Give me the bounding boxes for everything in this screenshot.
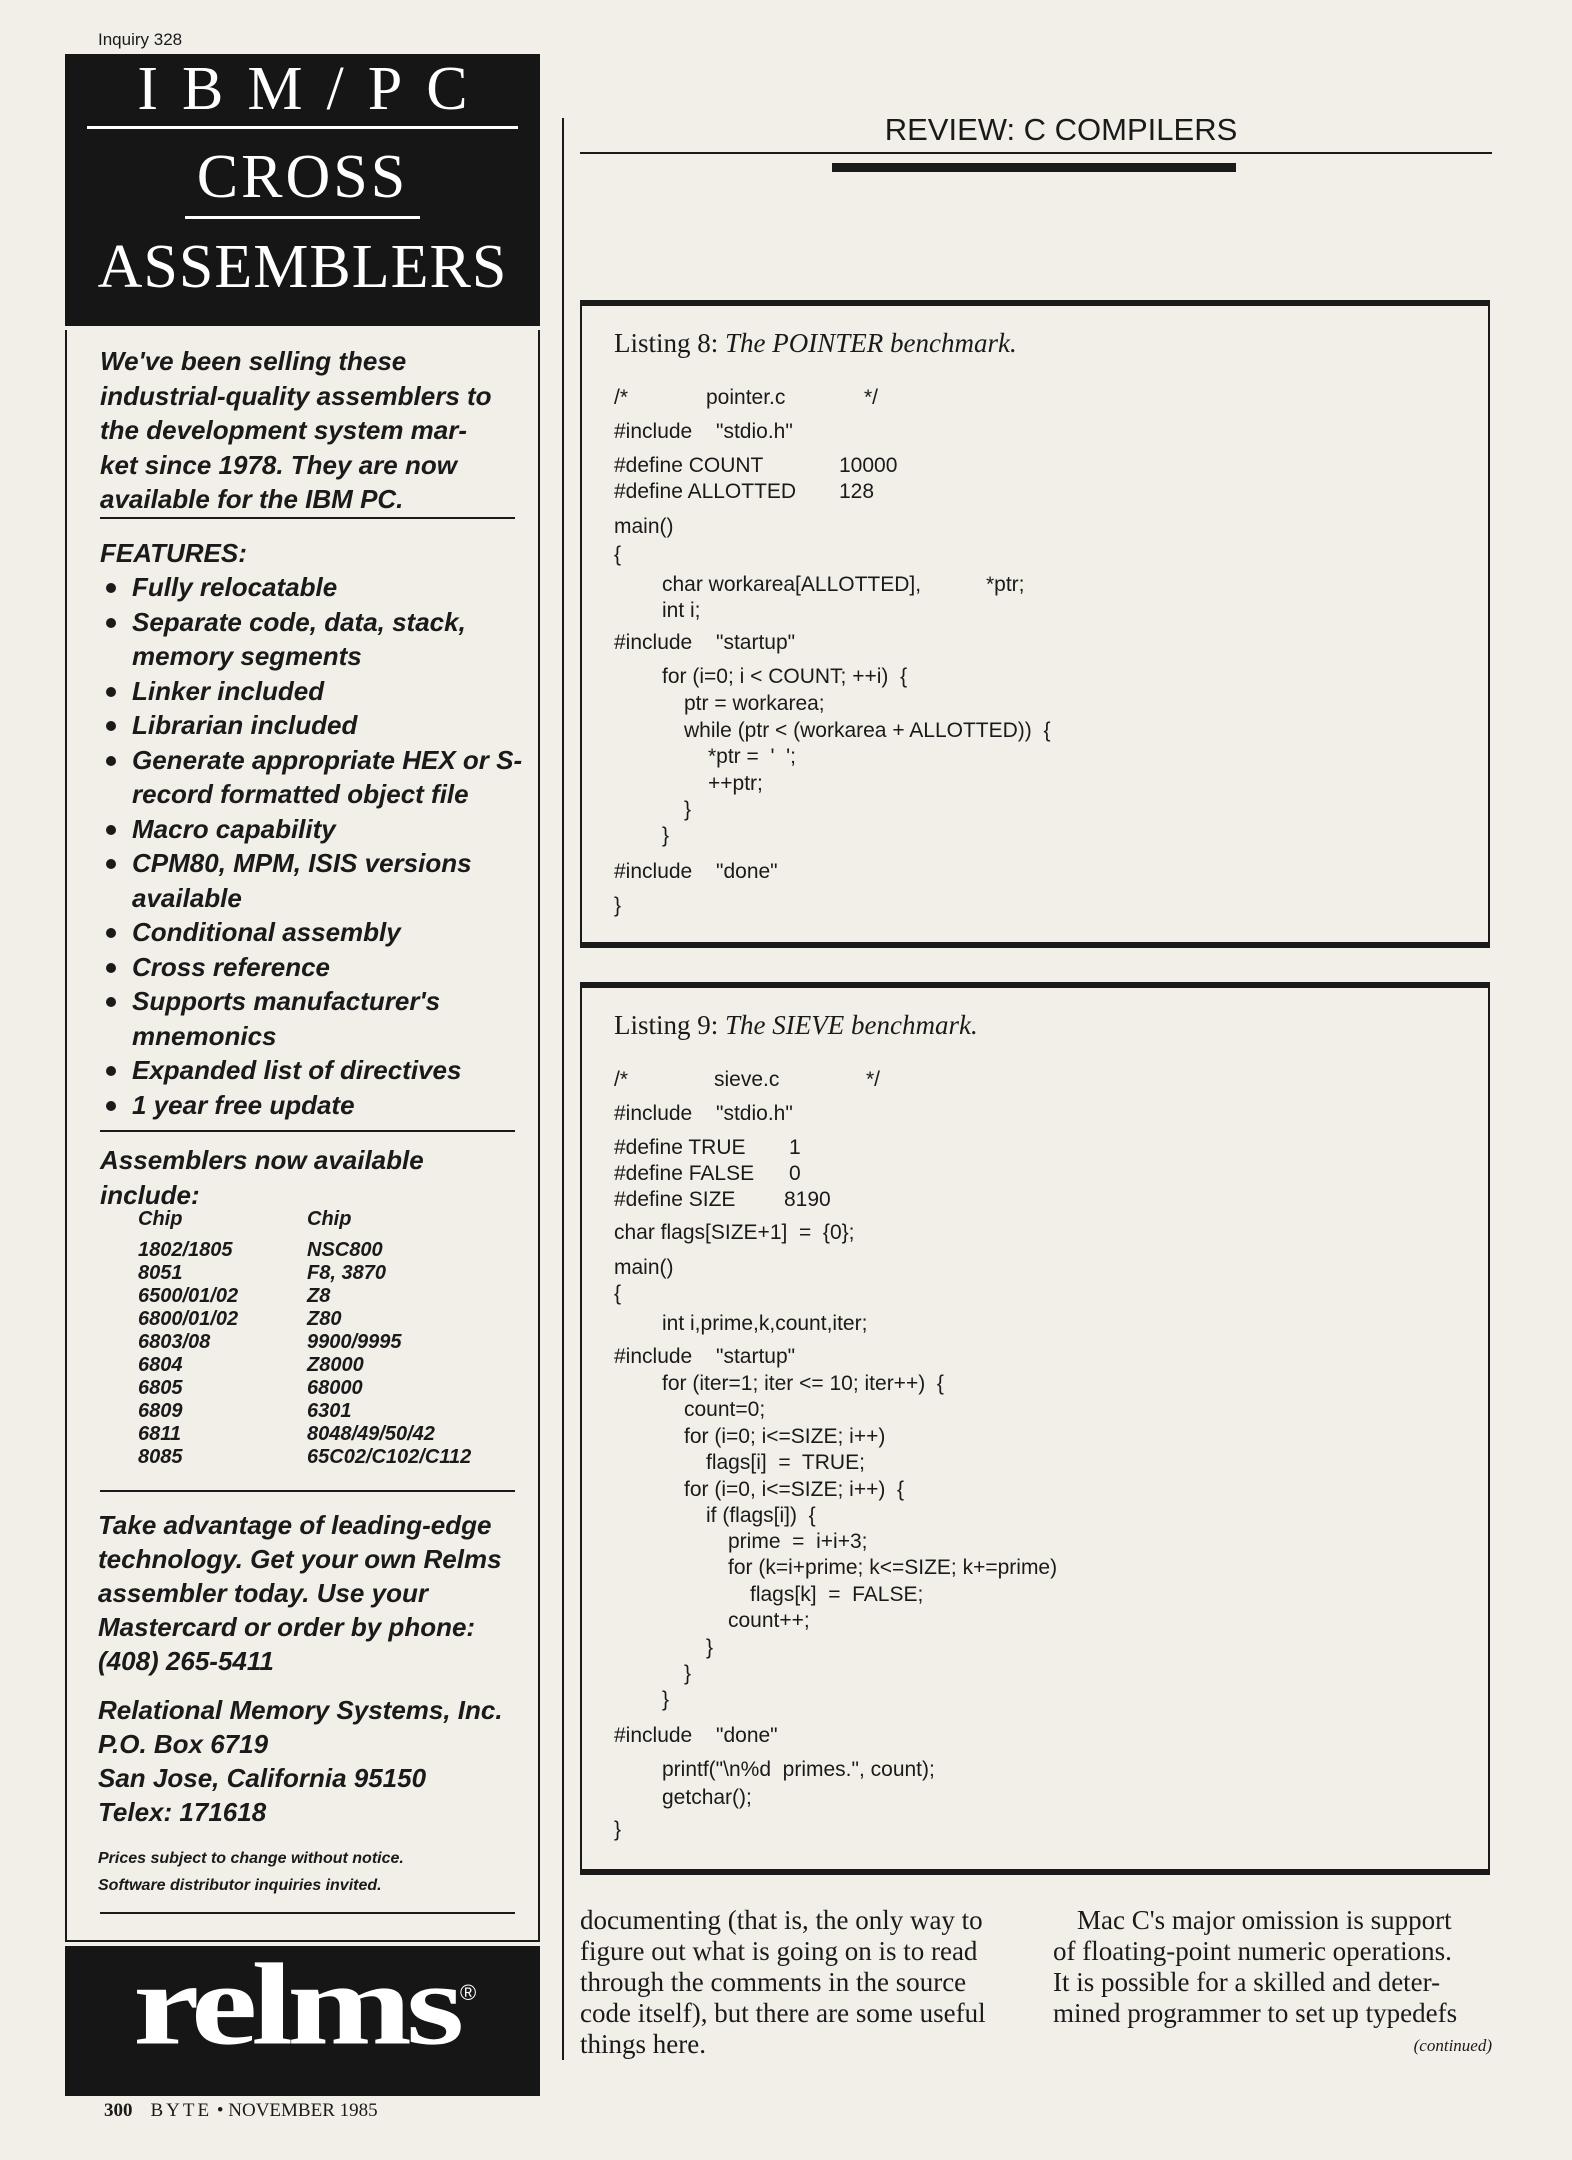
fine-print-line: Software distributor inquiries invited. bbox=[98, 1877, 382, 1894]
chip-item: 6500/01/02 bbox=[138, 1285, 239, 1307]
section-bar bbox=[832, 163, 1236, 172]
inquiry-number: Inquiry 328 bbox=[98, 30, 183, 49]
chip-header: Chip bbox=[138, 1208, 183, 1230]
code-line: #include bbox=[614, 631, 693, 654]
code-line: int i,prime,k,count,iter; bbox=[662, 1312, 868, 1335]
feature-item: Supports manufacturer's mnemonics bbox=[100, 984, 525, 1053]
chip-item: 8051 bbox=[138, 1262, 183, 1284]
code-line: count++; bbox=[728, 1609, 810, 1632]
body-line: It is possible for a skilled and deter- bbox=[1053, 1967, 1441, 1997]
ad-header-line-1: IBM/PC bbox=[137, 55, 492, 123]
code-line: sieve.c bbox=[714, 1068, 780, 1091]
continued-note: (continued) bbox=[1413, 2036, 1492, 2055]
chip-column-2 bbox=[307, 1208, 471, 1469]
feature-item: 1 year free update bbox=[100, 1088, 525, 1123]
ad-intro-line: We've been selling these bbox=[100, 346, 407, 376]
code-line: #define FALSE bbox=[614, 1162, 755, 1185]
code-line: /* bbox=[614, 386, 629, 409]
chip-item: 68000 bbox=[307, 1377, 363, 1399]
divider bbox=[100, 517, 515, 519]
promo-line: Take advantage of leading-edge bbox=[98, 1510, 492, 1540]
listing-label: Listing 8: bbox=[614, 328, 719, 358]
features-list bbox=[100, 570, 525, 1122]
ad-intro bbox=[100, 344, 520, 517]
code-line: #include bbox=[614, 1345, 693, 1368]
ad-intro-line: the development system mar- bbox=[100, 415, 468, 445]
code-line: 10000 bbox=[839, 454, 898, 477]
ad-promo bbox=[98, 1508, 528, 1678]
code-line: #define ALLOTTED bbox=[614, 480, 797, 503]
code-line: for (iter=1; iter <= 10; iter++) { bbox=[662, 1372, 944, 1395]
chip-item: 8085 bbox=[138, 1446, 183, 1468]
chip-item: 6803/08 bbox=[138, 1331, 211, 1353]
ad-intro-line: available for the IBM PC. bbox=[100, 484, 404, 514]
chip-item: NSC800 bbox=[307, 1239, 383, 1261]
ad-header-line-2: CROSS bbox=[196, 143, 409, 211]
relms-logo bbox=[65, 1939, 540, 2096]
code-line: */ bbox=[864, 386, 879, 409]
code-line: 8190 bbox=[784, 1188, 831, 1211]
chip-header: Chip bbox=[307, 1208, 352, 1230]
code-line: { bbox=[614, 543, 622, 566]
feature-item: Cross reference bbox=[100, 950, 525, 985]
page-folio bbox=[104, 2100, 378, 2122]
issue-date: NOVEMBER 1985 bbox=[228, 2100, 378, 2121]
chip-item: 8048/49/50/42 bbox=[307, 1423, 435, 1445]
company-line: P.O. Box 6719 bbox=[98, 1729, 269, 1759]
feature-item: Linker included bbox=[100, 674, 525, 709]
magazine-name: BYTE bbox=[150, 2100, 213, 2121]
body-line: through the comments in the source bbox=[580, 1967, 967, 1997]
chip-column-1 bbox=[138, 1208, 238, 1469]
code-line: } bbox=[706, 1636, 714, 1659]
code-line: #include bbox=[614, 1724, 693, 1747]
code-line: char workarea[ALLOTTED], bbox=[662, 573, 922, 596]
code-line: char flags[SIZE+1] = {0}; bbox=[614, 1221, 855, 1244]
body-line: of floating-point numeric operations. bbox=[1053, 1936, 1452, 1966]
chip-item: Z80 bbox=[307, 1308, 342, 1330]
code-line: 1 bbox=[789, 1136, 801, 1159]
code-line: prime = i+i+3; bbox=[728, 1530, 868, 1553]
code-line: main() bbox=[614, 1256, 674, 1279]
code-line: { bbox=[614, 1282, 622, 1305]
code-line: while (ptr < (workarea + ALLOTTED)) { bbox=[684, 719, 1051, 742]
code-line: "startup" bbox=[716, 1345, 796, 1368]
body-column-1 bbox=[580, 1905, 1020, 2060]
ad-header-rule bbox=[87, 126, 518, 129]
code-line: } bbox=[684, 1662, 692, 1685]
company-address bbox=[98, 1693, 528, 1829]
feature-item: Expanded list of directives bbox=[100, 1053, 525, 1088]
features-heading: FEATURES: bbox=[100, 538, 247, 568]
code-line: #include bbox=[614, 860, 693, 883]
chip-item: Z8000 bbox=[307, 1354, 364, 1376]
listing-label: Listing 9: bbox=[614, 1010, 719, 1040]
chip-item: 65C02/C102/C112 bbox=[307, 1446, 472, 1468]
body-column-2 bbox=[1053, 1905, 1493, 2029]
chip-item: F8, 3870 bbox=[307, 1262, 386, 1284]
fine-print bbox=[98, 1845, 528, 1899]
divider bbox=[100, 1912, 515, 1914]
feature-item: Librarian included bbox=[100, 708, 525, 743]
chip-item: Z8 bbox=[307, 1285, 331, 1307]
code-line: #define SIZE bbox=[614, 1188, 736, 1211]
code-line: "startup" bbox=[716, 631, 796, 654]
code-line: for (i=0; i<=SIZE; i++) bbox=[684, 1425, 886, 1448]
code-line: if (flags[i]) { bbox=[706, 1504, 816, 1527]
listing-caption: The POINTER benchmark. bbox=[725, 328, 1017, 358]
code-line: "done" bbox=[716, 1724, 778, 1747]
code-line: flags[k] = FALSE; bbox=[750, 1583, 924, 1606]
code-line: #include bbox=[614, 420, 693, 443]
code-line: "stdio.h" bbox=[716, 420, 793, 443]
body-line: things here. bbox=[580, 2029, 706, 2059]
chip-item: 6809 bbox=[138, 1400, 183, 1422]
promo-line: technology. Get your own Relms bbox=[98, 1544, 502, 1574]
code-line: int i; bbox=[662, 599, 701, 622]
section-rule bbox=[580, 152, 1492, 154]
ad-intro-line: industrial-quality assemblers to bbox=[100, 380, 492, 411]
code-line: count=0; bbox=[684, 1398, 766, 1421]
code-line: } bbox=[614, 1818, 622, 1841]
feature-item: Fully relocatable bbox=[100, 570, 525, 605]
promo-line: assembler today. Use your bbox=[98, 1578, 428, 1608]
code-line: *ptr = ' '; bbox=[708, 745, 796, 768]
chip-item: 6805 bbox=[138, 1377, 183, 1399]
code-line: } bbox=[662, 1688, 670, 1711]
ad-header bbox=[65, 54, 540, 326]
body-line: figure out what is going on is to read bbox=[580, 1936, 978, 1966]
section-heading: REVIEW: C COMPILERS bbox=[884, 112, 1238, 147]
body-line: mined programmer to set up typedefs bbox=[1053, 1998, 1458, 2028]
phone-number: (408) 265-5411 bbox=[98, 1646, 274, 1676]
company-line: San Jose, California 95150 bbox=[98, 1763, 427, 1793]
feature-item: Separate code, data, stack, memory segments bbox=[100, 605, 525, 674]
code-line: main() bbox=[614, 515, 674, 538]
logo-wordmark: relms bbox=[133, 1939, 459, 2070]
page-number: 300 bbox=[104, 2100, 133, 2121]
code-line: *ptr; bbox=[986, 573, 1025, 596]
code-line: 128 bbox=[839, 480, 875, 503]
code-line: } bbox=[684, 798, 692, 821]
code-line: #include bbox=[614, 1102, 693, 1125]
chip-item: 6800/01/02 bbox=[138, 1308, 239, 1330]
chip-item: 9900/9995 bbox=[307, 1331, 402, 1353]
fine-print-line: Prices subject to change without notice. bbox=[98, 1850, 404, 1867]
code-line: pointer.c bbox=[706, 386, 786, 409]
code-line: } bbox=[662, 824, 670, 847]
code-line: for (i=0, i<=SIZE; i++) { bbox=[684, 1478, 905, 1501]
code-line: flags[i] = TRUE; bbox=[706, 1451, 865, 1474]
code-line: */ bbox=[866, 1068, 881, 1091]
ad-intro-line: ket since 1978. They are now bbox=[100, 449, 457, 480]
company-line: Telex: 171618 bbox=[98, 1797, 267, 1827]
code-line: #define COUNT bbox=[614, 454, 764, 477]
code-line: ++ptr; bbox=[708, 772, 763, 795]
chip-item: 1802/1805 bbox=[138, 1239, 233, 1261]
ad-header-line-3: ASSEMBLERS bbox=[97, 233, 508, 301]
code-line: printf("\n%d primes.", count); bbox=[662, 1758, 935, 1781]
folio-separator: • bbox=[216, 2100, 224, 2121]
divider bbox=[100, 1130, 515, 1132]
body-line: code itself), but there are some useful bbox=[580, 1998, 986, 2028]
chip-item: 6804 bbox=[138, 1354, 183, 1376]
listing-caption: The SIEVE benchmark. bbox=[725, 1010, 978, 1040]
code-line: } bbox=[614, 894, 622, 917]
code-line: ptr = workarea; bbox=[684, 692, 825, 715]
promo-line: Mastercard or order by phone: bbox=[98, 1612, 476, 1642]
chip-item: 6811 bbox=[138, 1423, 182, 1445]
company-line: Relational Memory Systems, Inc. bbox=[98, 1695, 503, 1725]
listing-9-box bbox=[580, 982, 1490, 1875]
code-line: #define TRUE bbox=[614, 1136, 746, 1159]
available-heading: Assemblers now available include: bbox=[100, 1145, 424, 1210]
body-line: Mac C's major omission is support bbox=[1077, 1905, 1452, 1935]
code-line: "done" bbox=[716, 860, 778, 883]
code-line: getchar(); bbox=[662, 1786, 752, 1809]
feature-item: Conditional assembly bbox=[100, 915, 525, 950]
body-line: documenting (that is, the only way to bbox=[580, 1905, 983, 1935]
code-line: for (k=i+prime; k<=SIZE; k+=prime) bbox=[728, 1556, 1058, 1579]
code-line: 0 bbox=[789, 1162, 801, 1185]
listing-title bbox=[614, 1010, 978, 1041]
code-line: for (i=0; i < COUNT; ++i) { bbox=[662, 665, 908, 688]
code-line: "stdio.h" bbox=[716, 1102, 793, 1125]
feature-item: Generate appropriate HEX or S-record formatted object file bbox=[100, 743, 525, 812]
feature-item: CPM80, MPM, ISIS versions available bbox=[100, 846, 525, 915]
listing-title bbox=[614, 328, 1017, 359]
code-line: /* bbox=[614, 1068, 629, 1091]
chip-item: 6301 bbox=[307, 1400, 352, 1422]
registered-mark: ® bbox=[460, 1980, 477, 2005]
divider bbox=[100, 1490, 515, 1492]
listing-8-box bbox=[580, 300, 1490, 948]
feature-item: Macro capability bbox=[100, 812, 525, 847]
column-divider bbox=[562, 118, 564, 2060]
ad-header-rule bbox=[185, 216, 420, 219]
